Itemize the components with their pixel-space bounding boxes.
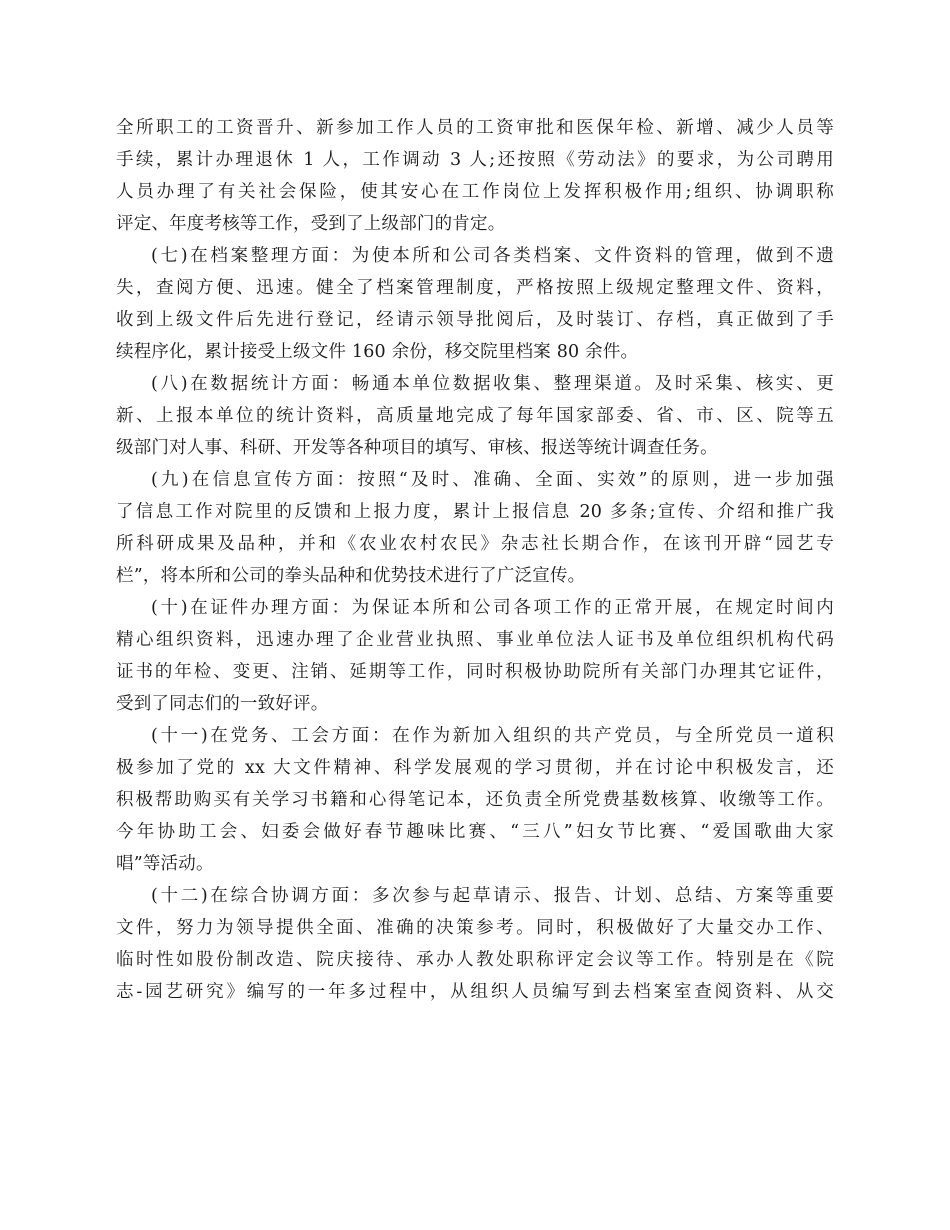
paragraph-statistics	[116, 368, 834, 464]
paragraph-publicity	[116, 464, 834, 592]
text-line: (十二)在综合协调方面：多次参与起草请示、报告、计划、总结、方案等重要	[151, 886, 834, 906]
text-line: (八)在数据统计方面：畅通本单位数据收集、整理渠道。及时采集、核实、更	[151, 374, 834, 394]
text-line: 所科研成果及品种，并和《农业农村农民》杂志社长期合作，在该刊开辟“园艺专	[116, 534, 834, 554]
text-line: 新、上报本单位的统计资料，高质量地完成了每年国家部委、省、市、区、院等五	[116, 406, 834, 426]
text-line: 人员办理了有关社会保险，使其安心在工作岗位上发挥积极作用;组织、协调职称	[116, 182, 834, 202]
document-body	[116, 112, 834, 1008]
text-line: (七)在档案整理方面：为使本所和公司各类档案、文件资料的管理，做到不遗	[151, 246, 834, 266]
text-line: 续程序化，累计接受上级文件 160 余份，移交院里档案 80 余件。	[116, 342, 639, 362]
paragraph-certificates	[116, 592, 834, 720]
text-line: 栏”，将本所和公司的拳头品种和优势技术进行了广泛宣传。	[116, 566, 586, 586]
text-line: 了信息工作对院里的反馈和上报力度，累计上报信息 20 多条;宣传、介绍和推广我	[116, 502, 834, 522]
text-line: 极参加了党的 xx 大文件精神、科学发展观的学习贯彻，并在讨论中积极发言，还	[116, 758, 834, 778]
paragraph-coordination	[116, 880, 834, 1008]
text-line: 文件，努力为领导提供全面、准确的决策参考。同时，积极做好了大量交办工作、	[116, 918, 834, 938]
text-line: 收到上级文件后先进行登记，经请示领导批阅后，及时装订、存档，真正做到了手	[116, 310, 834, 330]
paragraph-party-union	[116, 720, 834, 880]
text-line: 全所职工的工资晋升、新参加工作人员的工资审批和医保年检、新增、减少人员等	[116, 118, 834, 138]
text-line: 证书的年检、变更、注销、延期等工作，同时积极协助院所有关部门办理其它证件，	[116, 662, 834, 682]
paragraph-archives	[116, 240, 834, 368]
text-line: 精心组织资料，迅速办理了企业营业执照、事业单位法人证书及单位组织机构代码	[116, 630, 834, 650]
text-line: 评定、年度考核等工作，受到了上级部门的肯定。	[116, 214, 506, 234]
text-line: (十一)在党务、工会方面：在作为新加入组织的共产党员，与全所党员一道积	[151, 726, 834, 746]
text-line: 级部门对人事、科研、开发等各种项目的填写、审核、报送等统计调查任务。	[116, 438, 718, 458]
text-line: 手续，累计办理退休 1 人，工作调动 3 人;还按照《劳动法》的要求，为公司聘用	[116, 150, 834, 170]
text-line: 失，查阅方便、迅速。健全了档案管理制度，严格按照上级规定整理文件、资料，	[116, 278, 834, 298]
text-line: (九)在信息宣传方面：按照“及时、准确、全面、实效”的原则，进一步加强	[151, 470, 834, 490]
text-line: 志-园艺研究》编写的一年多过程中，从组织人员编写到去档案室查阅资料、从交	[116, 982, 834, 1002]
paragraph-personnel	[116, 112, 834, 240]
text-line: 唱”等活动。	[116, 854, 214, 874]
text-line: 积极帮助购买有关学习书籍和心得笔记本，还负责全所党费基数核算、收缴等工作。	[116, 790, 834, 810]
text-line: 受到了同志们的一致好评。	[116, 694, 329, 714]
text-line: (十)在证件办理方面：为保证本所和公司各项工作的正常开展，在规定时间内	[151, 598, 834, 618]
text-line: 今年协助工会、妇委会做好春节趣味比赛、“三八”妇女节比赛、“爱国歌曲大家	[116, 822, 834, 842]
text-line: 临时性如股份制改造、院庆接待、承办人教处职称评定会议等工作。特别是在《院	[116, 950, 834, 970]
